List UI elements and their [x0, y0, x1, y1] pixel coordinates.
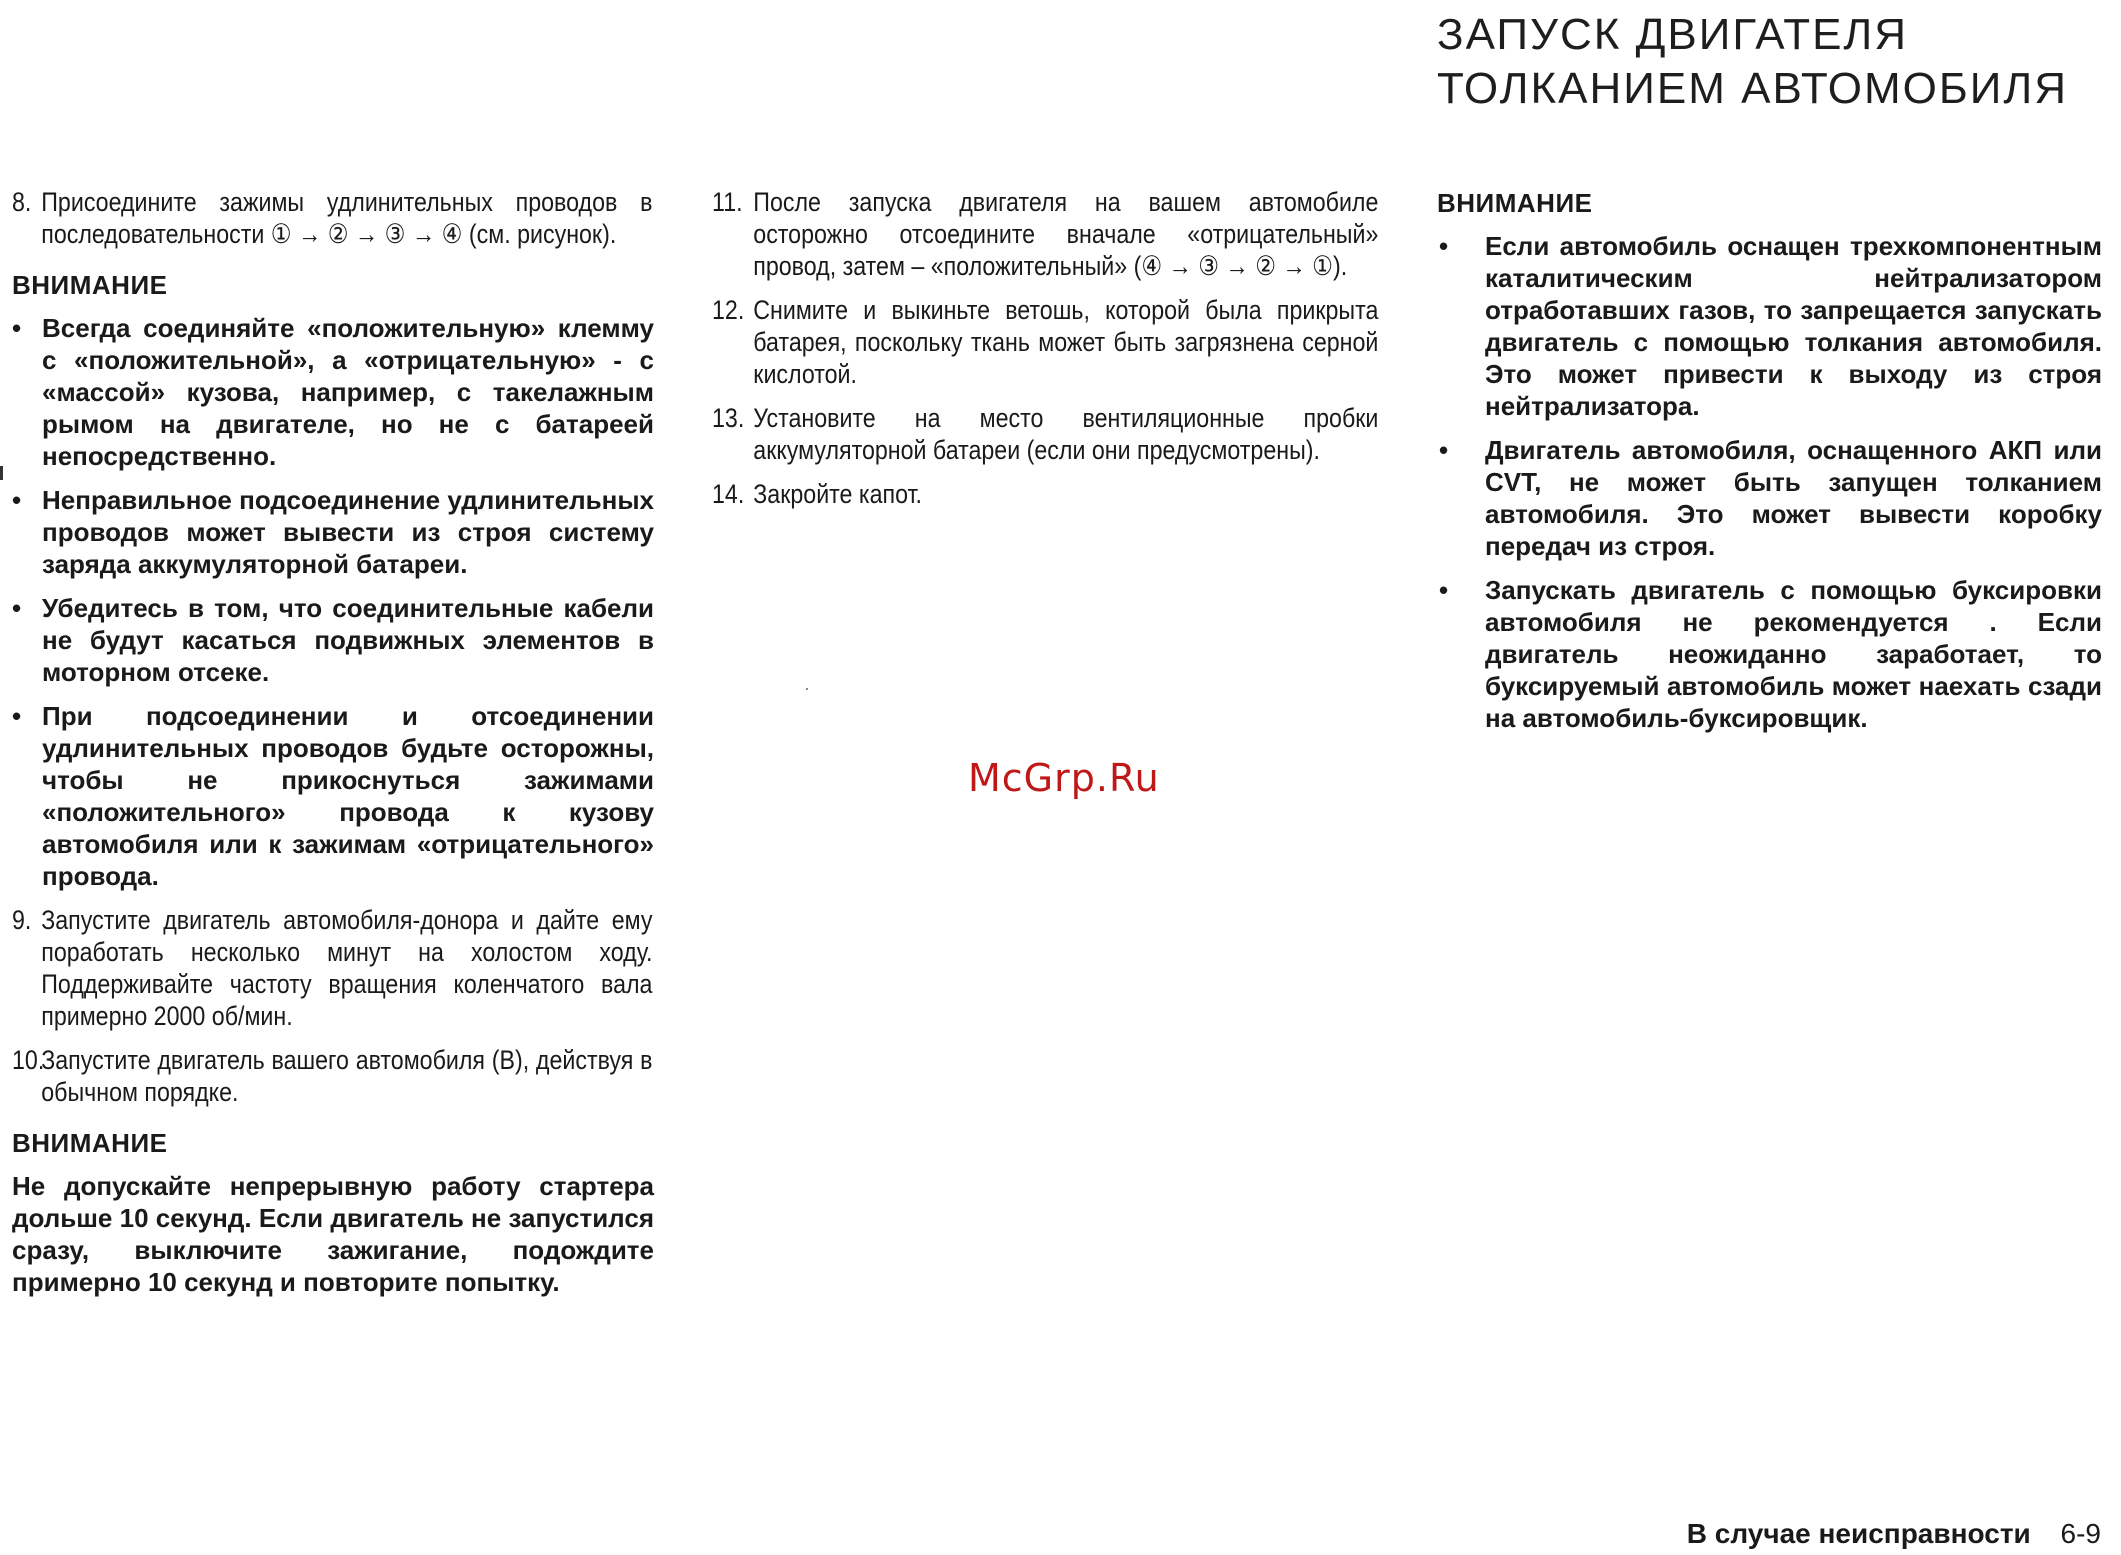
page-number: 6-9	[2060, 1518, 2101, 1549]
bullet-text: Если автомобиль оснащен трехкомпонентным каталитическим нейтрализатором отработавших газов, то запрещается запускать двигатель с помощью толкания автомобиля. Это может привести к выходу из строя нейтрализатора.	[1485, 231, 2102, 421]
bullet-icon: •	[12, 701, 22, 731]
page-footer	[1687, 1518, 2101, 1550]
warning-bullet	[12, 312, 654, 472]
step-number: 13.	[712, 403, 745, 433]
warning-bullet	[12, 484, 654, 580]
warning-bullet	[1437, 434, 2102, 562]
bullet-text: Двигатель автомобиля, оснащенного АКП или CVT, не может быть запущен толканием автомобиля. Это может вывести коробку передач из строя.	[1485, 435, 2102, 561]
step-text: Присоедините зажимы удлинительных проводов в последовательности ① → ② → ③ → ④ (см. рисунок).	[41, 187, 653, 249]
section-title-line2: ТОЛКАНИЕМ АВТОМОБИЛЯ	[1437, 64, 2069, 113]
margin-mark	[0, 466, 3, 480]
step-text: Запустите двигатель вашего автомобиля (В), действуя в обычном порядке.	[41, 1045, 653, 1107]
warning-bullet	[12, 700, 654, 892]
section-title-line1: ЗАПУСК ДВИГАТЕЛЯ	[1437, 10, 1909, 59]
middle-column	[712, 186, 1380, 522]
watermark: McGrp.Ru	[968, 756, 1160, 800]
bullet-text: Убедитесь в том, что соединительные кабели не будут касаться подвижных элементов в моторном отсеке.	[42, 593, 654, 687]
step-12	[712, 294, 1378, 390]
step-number: 9.	[12, 905, 32, 935]
step-text: Установите на место вентиляционные пробки аккумуляторной батареи (если они предусмотрены).	[753, 403, 1379, 465]
step-text: Запустите двигатель автомобиля-донора и дайте ему поработать несколько минут на холостом ходу. Поддерживайте частоту вращения коленчатого вала примерно 2000 об/мин.	[41, 905, 653, 1031]
bullet-text: Неправильное подсоединение удлинительных проводов может вывести из строя систему заряда аккумуляторной батареи.	[42, 485, 654, 579]
step-13	[712, 402, 1378, 466]
step-14	[712, 478, 1378, 510]
step-number: 12.	[712, 295, 745, 325]
bullet-text: Всегда соединяйте «положительную» клемму с «положительной», а «отрицательную» - с «массой» кузова, например, с такелажным рымом на двигателе, но не с батареей непосредственно.	[42, 313, 654, 471]
step-text: Закройте капот.	[753, 479, 922, 509]
warning-heading: ВНИМАНИЕ	[1437, 188, 1593, 218]
warning-bullet	[1437, 574, 2102, 734]
step-number: 10.	[12, 1045, 45, 1075]
bullet-text: Запускать двигатель с помощью буксировки автомобиля не рекомендуется . Если двигатель неожиданно заработает, то буксируемый автомобиль может наехать сзади на автомобиль-буксировщик.	[1485, 575, 2102, 733]
bullet-icon: •	[1439, 575, 1449, 605]
right-column	[1437, 186, 2102, 746]
print-speck	[806, 688, 808, 690]
bullet-icon: •	[1439, 435, 1449, 465]
bullet-icon: •	[12, 485, 22, 515]
bullet-icon: •	[1439, 231, 1449, 261]
warning-heading: ВНИМАНИЕ	[12, 1128, 168, 1158]
step-9	[12, 904, 652, 1032]
step-10	[12, 1044, 652, 1108]
step-number: 11.	[712, 187, 743, 217]
bullet-text: При подсоединении и отсоединении удлинительных проводов будьте осторожны, чтобы не прикоснуться зажимами «положительного» провода к кузову автомобиля или к зажимам «отрицательного» провода.	[42, 701, 654, 891]
left-column	[12, 186, 654, 1298]
step-number: 14.	[712, 479, 745, 509]
step-11	[712, 186, 1378, 282]
warning-text: Не допускайте непрерывную работу стартера дольше 10 секунд. Если двигатель не запустился сразу, выключите зажигание, подождите примерно 10 секунд и повторите попытку.	[12, 1171, 654, 1297]
step-text: После запуска двигателя на вашем автомобиле осторожно отсоедините вначале «отрицательный» провод, затем – «положительный» (④ → ③ → ② → ①).	[753, 187, 1379, 281]
section-title	[1437, 8, 2097, 116]
bullet-icon: •	[12, 313, 22, 343]
step-8	[12, 186, 652, 250]
chapter-name: В случае неисправности	[1686, 1518, 2031, 1549]
bullet-icon: •	[12, 593, 22, 623]
warning-bullet	[1437, 230, 2102, 422]
warning-bullet	[12, 592, 654, 688]
step-text: Снимите и выкиньте ветошь, которой была прикрыта батарея, поскольку ткань может быть загрязнена серной кислотой.	[753, 295, 1379, 389]
step-number: 8.	[12, 187, 32, 217]
warning-heading: ВНИМАНИЕ	[12, 270, 168, 300]
